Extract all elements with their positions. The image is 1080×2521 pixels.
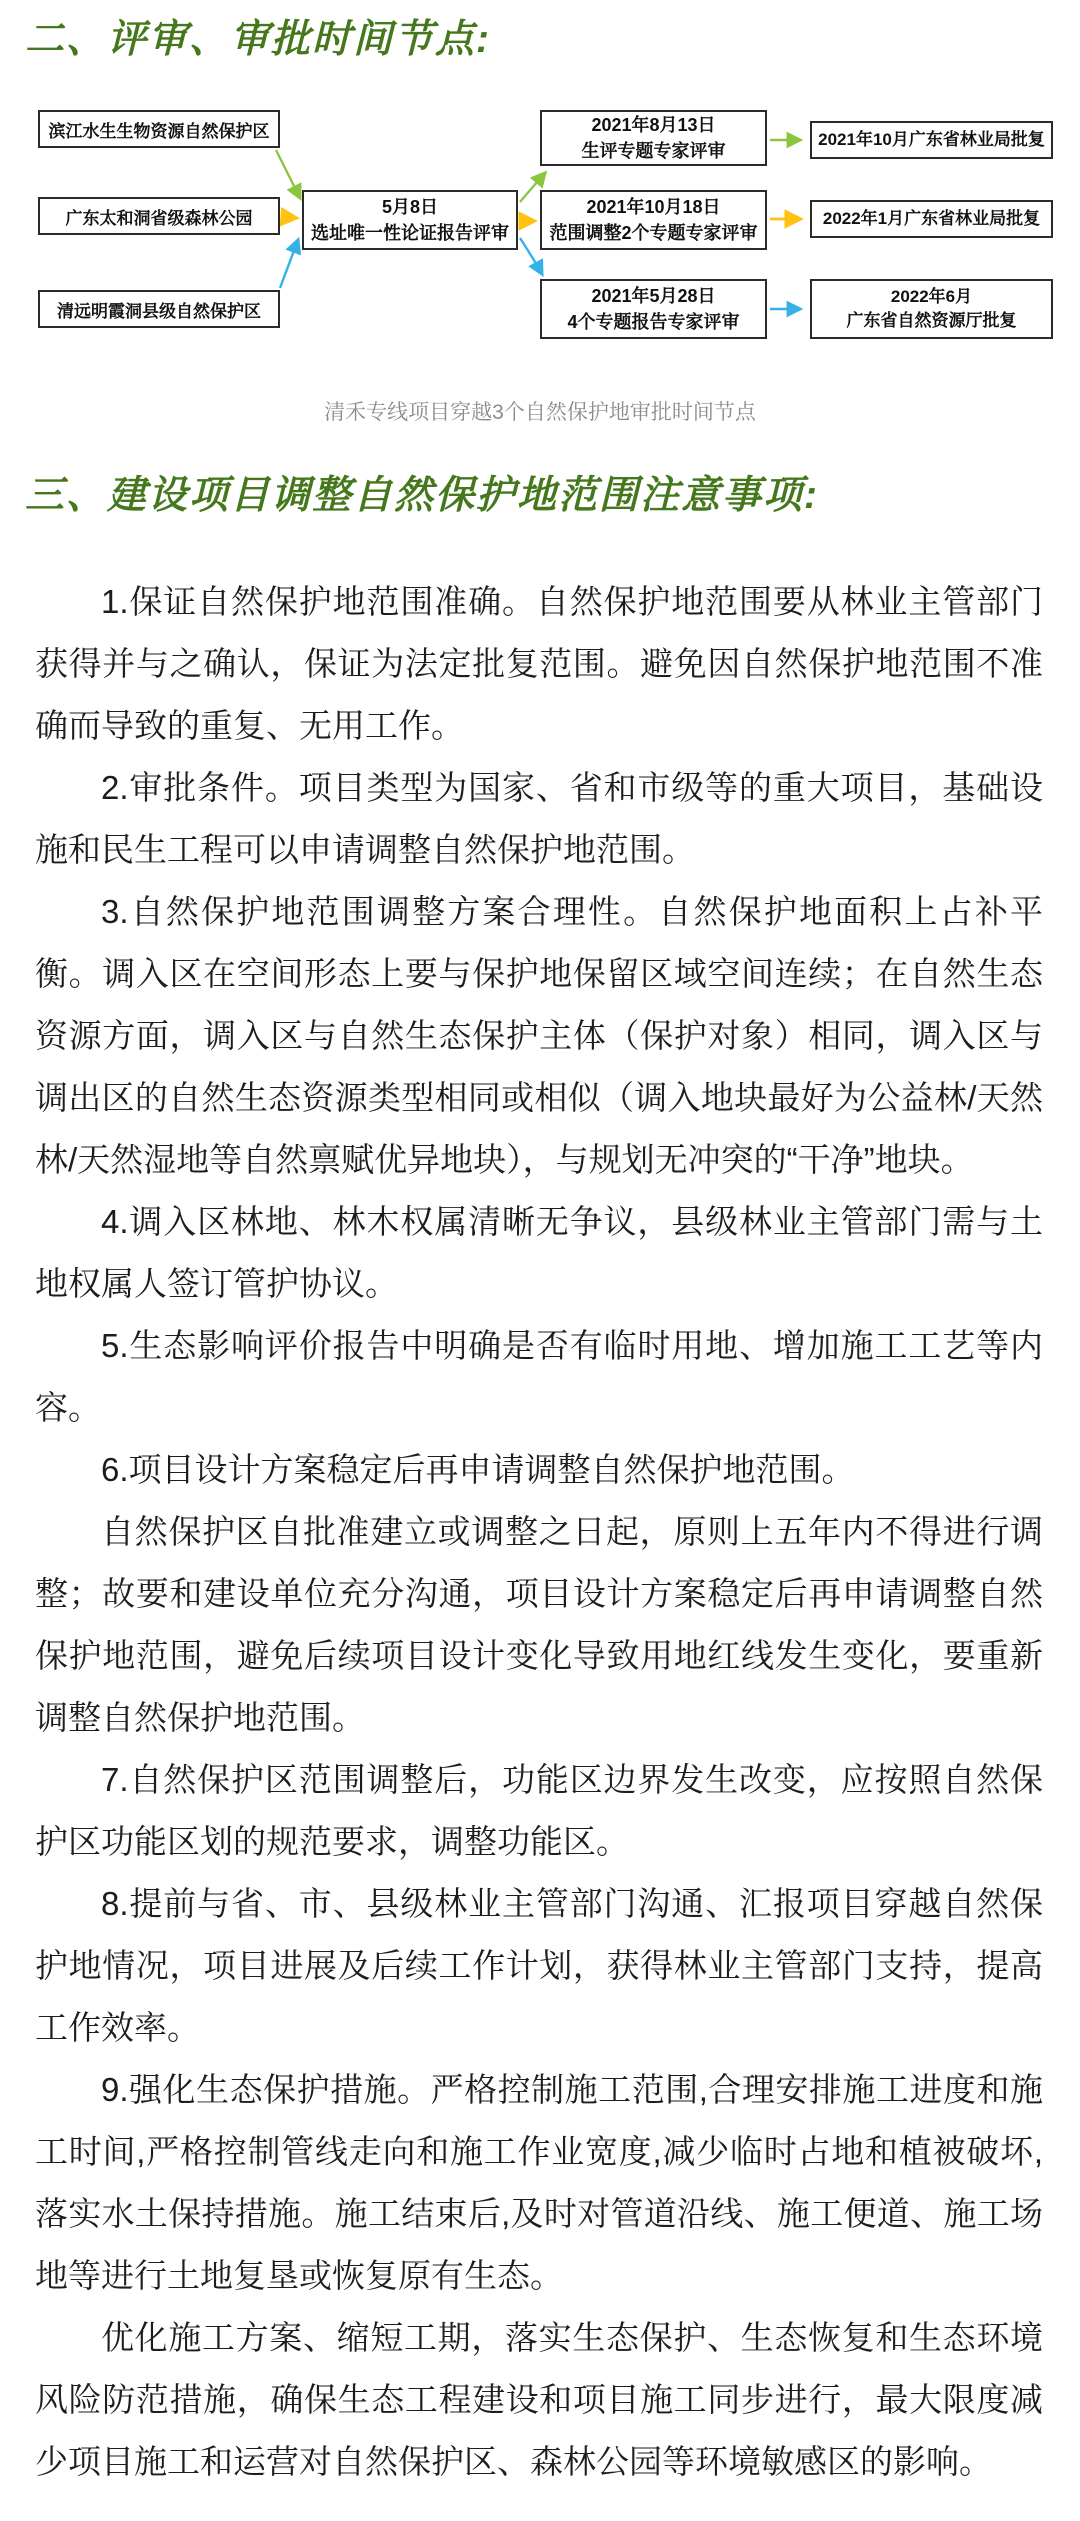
paragraph-10: 优化施工方案、缩短工期，落实生态保护、生态恢复和生态环境风险防范措施，确保生态工程建设和项目施工同步进行，最大限度减少项目施工和运营对自然保护区、森林公园等环境敏感区的影响。 <box>35 2319 1043 2480</box>
paragraph-3: 3.自然保护地范围调整方案合理性。自然保护地面积上占补平衡。调入区在空间形态上要与保护地保留区域空间连续；在自然生态资源方面，调入区与自然生态保护主体（保护对象）相同，调入区与调出区的自然生态资源类型相同或相似（调入地块最好为公益林/天然林/天然湿地等自然禀赋优异地块），与规划无冲突的“干净”地块。 <box>35 893 1043 1178</box>
flow-box-binjiang-reserve: 滨江水生生物资源自然保护区 <box>38 110 280 148</box>
paragraph-6: 6.项目设计方案稳定后再申请调整自然保护地范围。 <box>101 1451 855 1488</box>
paragraph-7: 7.自然保护区范围调整后，功能区边界发生改变，应按照自然保护区功能区划的规范要求，调整功能区。 <box>35 1761 1043 1860</box>
flow-box-line1: 2021年10月广东省林业局批复 <box>818 130 1045 150</box>
arrow-blue-left <box>280 240 298 288</box>
flow-box-eco-review <box>540 110 767 166</box>
flow-box-line2: 范围调整2个专题专家评审 <box>549 223 758 243</box>
flow-box-topic-reports-review <box>540 279 767 339</box>
paragraph-1: 1.保证自然保护地范围准确。自然保护地范围要从林业主管部门获得并与之确认，保证为法定批复范围。避免因自然保护地范围不准确而导致的重复、无用工作。 <box>35 583 1043 744</box>
flow-box-line2: 生评专题专家评审 <box>581 141 726 161</box>
flowchart-caption: 清禾专线项目穿越3个自然保护地审批时间节点 <box>324 401 756 424</box>
flow-box-forestry-approval-2022 <box>810 200 1053 238</box>
flow-box-line1: 2021年8月13日 <box>591 114 716 135</box>
paragraph-6b: 自然保护区自批准建立或调整之日起，原则上五年内不得进行调整；故要和建设单位充分沟通，项目设计方案稳定后再申请调整自然保护地范围，避免后续项目设计变化导致用地红线发生变化，要重新调整自然保护地范围。 <box>35 1513 1043 1736</box>
paragraph-8: 8.提前与省、市、县级林业主管部门沟通、汇报项目穿越自然保护地情况，项目进展及后续工作计划，获得林业主管部门支持，提高工作效率。 <box>35 1885 1043 2046</box>
flow-box-line1: 2021年10月18日 <box>586 196 721 217</box>
paragraph-4: 4.调入区林地、林木权属清晰无争议，县级林业主管部门需与土地权属人签订管护协议。 <box>35 1203 1043 1302</box>
flow-box-line1: 2022年1月广东省林业局批复 <box>822 209 1041 229</box>
flow-box-line1: 2021年5月28日 <box>591 285 716 306</box>
flow-box-mingxiadong-reserve: 清远明霞洞县级自然保护区 <box>38 290 280 328</box>
section2-title: 二、评审、审批时间节点: <box>25 18 491 61</box>
arrow-green-left <box>276 150 300 198</box>
flow-box-range-adjust-review <box>540 190 767 250</box>
arrow-yellow-left <box>283 217 296 218</box>
flow-box-line1: 5月8日 <box>381 196 439 217</box>
flow-box-natural-resources-approval <box>810 279 1053 339</box>
article-body <box>35 571 1043 2493</box>
section3-title: 三、建设项目调整自然保护地范围注意事项: <box>25 474 819 517</box>
flow-box-line2: 选址唯一性论证报告评审 <box>311 223 509 243</box>
flow-box-forestry-approval-2021 <box>810 121 1053 159</box>
arrow-blue-mid <box>520 238 542 274</box>
flow-box-line2: 4个专题报告专家评审 <box>567 312 740 332</box>
paragraph-9: 9.强化生态保护措施。严格控制施工范围,合理安排施工进度和施工时间,严格控制管线走向和施工作业宽度,减少临时占地和植被破坏,落实水土保持措施。施工结束后,及时对管道沿线、施工便道、施工场地等进行土地复垦或恢复原有生态。 <box>35 2071 1043 2294</box>
flow-box-line2: 广东省自然资源厅批复 <box>846 311 1017 330</box>
flow-box-site-review <box>302 190 518 250</box>
paragraph-2: 2.审批条件。项目类型为国家、省和市级等的重大项目，基础设施和民生工程可以申请调整自然保护地范围。 <box>35 769 1043 868</box>
paragraph-5: 5.生态影响评价报告中明确是否有临时用地、增加施工工艺等内容。 <box>35 1327 1043 1426</box>
approval-flowchart <box>0 60 1080 350</box>
flow-box-taihedong-park: 广东太和洞省级森林公园 <box>38 197 280 235</box>
flow-box-line1: 2022年6月 <box>890 287 973 307</box>
